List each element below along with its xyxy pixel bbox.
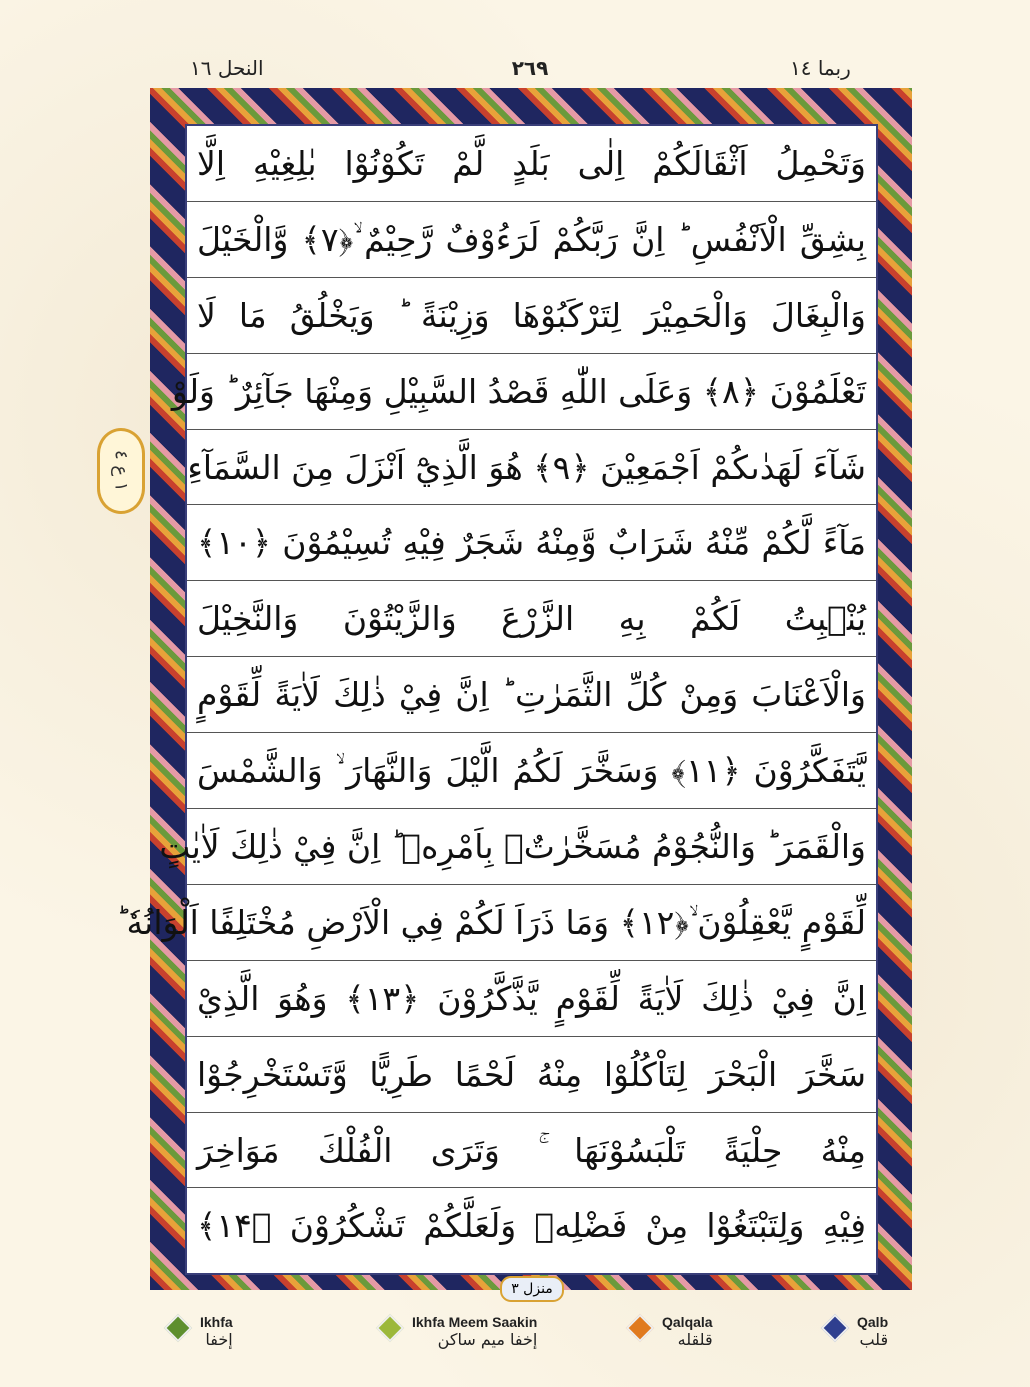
legend-label: Ikhfa: [200, 1314, 233, 1330]
legend-item: [168, 1314, 233, 1349]
legend-label-arabic: إخفا: [205, 1330, 233, 1349]
juz-name: ربما ١٤: [790, 56, 851, 80]
verse-line: لِّقَوْمٍ يَّعْقِلُوْنَ ۙ﴿۱۲﴾ وَمَا ذَرَاَ لَكُمْ فِي الْاَرْضِ مُخْتَلِفًا اَلْوَانُهٗ ؕ: [187, 885, 876, 961]
legend-label: Ikhfa Meem Saakin: [412, 1314, 538, 1330]
ruku-marker: ١ ع ٤: [97, 428, 145, 514]
manzil-marker: منزل ٣: [500, 1276, 564, 1302]
verse-line: وَالْاَعْنَابَ وَمِنْ كُلِّ الثَّمَرٰتِ ؕ اِنَّ فِيْ ذٰلِكَ لَاٰيَةً لِّقَوْمٍ: [187, 657, 876, 733]
legend-label: Qalb: [857, 1314, 889, 1330]
verse-line: اِنَّ فِيْ ذٰلِكَ لَاٰيَةً لِّقَوْمٍ يَّذَّكَّرُوْنَ ﴿۱۳﴾ وَهُوَ الَّذِيْ: [187, 961, 876, 1037]
verse-line: مَآءً لَّكُمْ مِّنْهُ شَرَابٌ وَّمِنْهُ شَجَرٌ فِيْهِ تُسِيْمُوْنَ ﴿۱۰﴾: [187, 505, 876, 581]
diamond-icon: [626, 1314, 654, 1342]
legend-label: Qalqala: [662, 1314, 713, 1330]
legend-label-arabic: إخفا میم ساکن: [437, 1330, 538, 1349]
legend-item: [825, 1314, 888, 1349]
verse-line: فِيْهِ وَلِتَبْتَغُوْا مِنْ فَضْلِهٖ وَلَعَلَّكُمْ تَشْكُرُوْنَ ﴿۱۴﴾: [197, 1206, 866, 1246]
verse-line: وَالْقَمَرَ ؕ وَالنُّجُوْمُ مُسَخَّرٰتٌۢ بِاَمْرِهٖ ؕ اِنَّ فِيْ ذٰلِكَ لَاٰيٰتٍ: [187, 809, 876, 885]
diamond-icon: [376, 1314, 404, 1342]
verse-line: تَعْلَمُوْنَ ﴿۸﴾ وَعَلَى اللّٰهِ قَصْدُ السَّبِيْلِ وَمِنْهَا جَآئِرٌ ؕ وَلَوْ: [187, 354, 876, 430]
verse-line: يُنْۢبِتُ لَكُمْ بِهِ الزَّرْعَ وَالزَّيْتُوْنَ وَالنَّخِيْلَ: [187, 581, 876, 657]
verse-line: يَّتَفَكَّرُوْنَ ﴿۱۱﴾ وَسَخَّرَ لَكُمُ الَّيْلَ وَالنَّهَارَ ۙ وَالشَّمْسَ: [187, 733, 876, 809]
verse-line: وَتَحْمِلُ اَثْقَالَكُمْ اِلٰى بَلَدٍ لَّمْ تَكُوْنُوْا بٰلِغِيْهِ اِلَّا: [187, 126, 876, 202]
legend-label-arabic: قلب: [859, 1330, 889, 1349]
legend-label-arabic: قلقله: [677, 1330, 713, 1349]
verse-line: سَخَّرَ الْبَحْرَ لِتَاْكُلُوْا مِنْهُ لَحْمًا طَرِيًّا وَّتَسْتَخْرِجُوْا: [187, 1037, 876, 1113]
diamond-icon: [821, 1314, 849, 1342]
page-number: ٢٦٩: [511, 56, 549, 80]
verse-line: وَالْبِغَالَ وَالْحَمِيْرَ لِتَرْكَبُوْهَا وَزِيْنَةً ؕ وَيَخْلُقُ مَا لَا: [187, 278, 876, 354]
verse-line: بِشِقِّ الْاَنْفُسِ ؕ اِنَّ رَبَّكُمْ لَرَءُوْفٌ رَّحِيْمٌ ۙ﴿۷﴾ وَّالْخَيْلَ: [187, 202, 876, 278]
verse-line: شَآءَ لَهَدٰىكُمْ اَجْمَعِيْنَ ﴿۹﴾ هُوَ الَّذِيْٓ اَنْزَلَ مِنَ السَّمَآءِ: [187, 430, 876, 506]
legend-item: [380, 1314, 537, 1349]
surah-name: النحل ١٦: [190, 56, 264, 80]
legend-item: [630, 1314, 713, 1349]
verse-line: مِنْهُ حِلْيَةً تَلْبَسُوْنَهَا ۚ وَتَرَى الْفُلْكَ مَوَاخِرَ: [187, 1113, 876, 1189]
diamond-icon: [164, 1314, 192, 1342]
